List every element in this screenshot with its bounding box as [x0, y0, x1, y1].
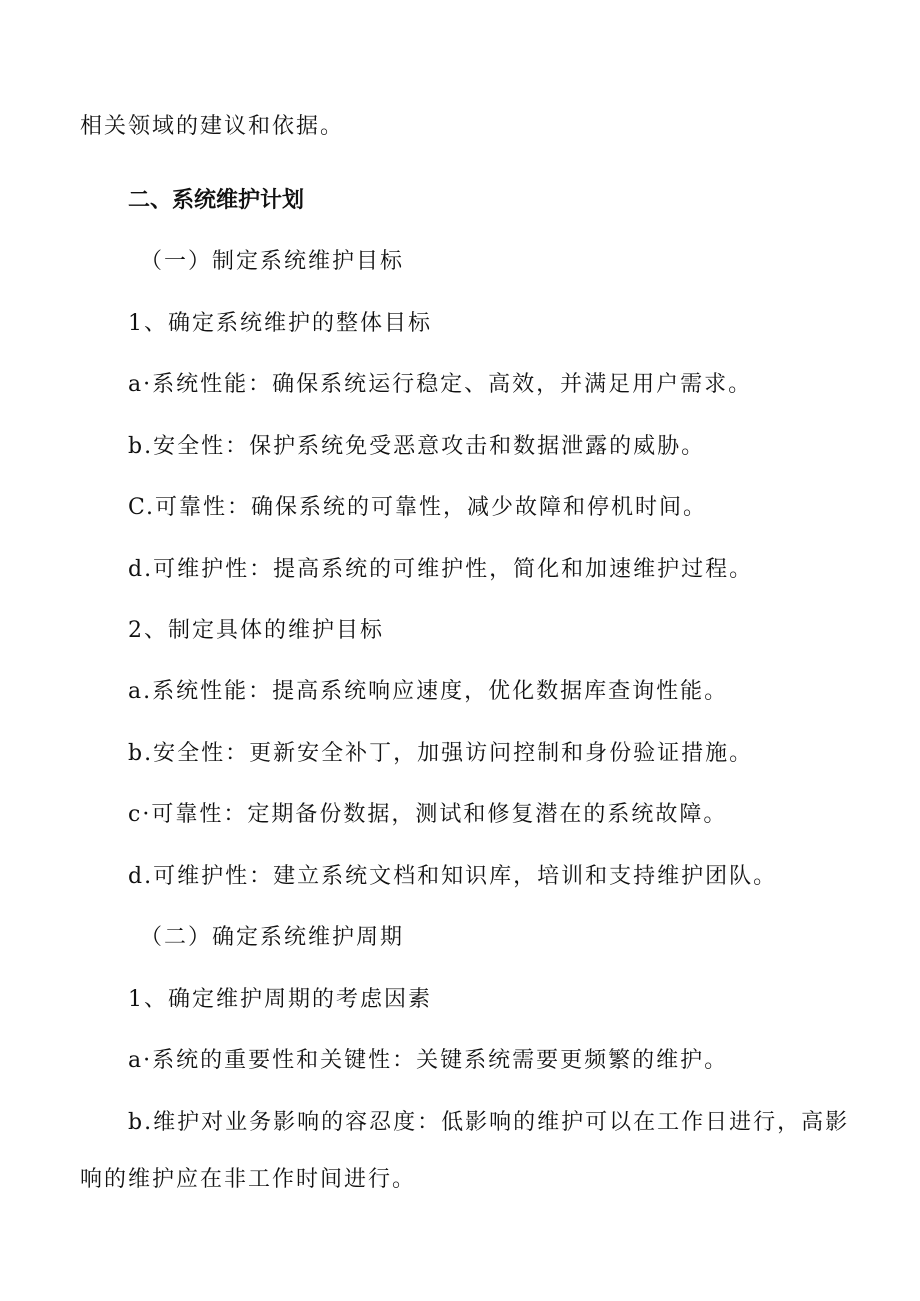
- item-title-1-1: 1、确定系统维护的整体目标: [128, 311, 432, 336]
- list-item: b.安全性：更新安全补丁，加强访问控制和身份验证措施。: [128, 741, 754, 766]
- list-item: C.可靠性：确保系统的可靠性，减少故障和停机时间。: [128, 495, 708, 520]
- list-item: a·系统性能：确保系统运行稳定、高效，并满足用户需求。: [128, 372, 753, 397]
- list-item: d.可维护性：建立系统文档和知识库，培训和支持维护团队。: [128, 864, 778, 889]
- section-title: 二、系统维护计划: [128, 188, 305, 213]
- list-item: d.可维护性：提高系统的可维护性，简化和加速维护过程。: [128, 557, 754, 582]
- list-item-continuation: 响的维护应在非工作时间进行。: [80, 1167, 417, 1192]
- list-item: a·系统的重要性和关键性：关键系统需要更频繁的维护。: [128, 1048, 729, 1073]
- list-item: b.安全性：保护系统免受恶意攻击和数据泄露的威胁。: [128, 434, 706, 459]
- list-item: b.维护对业务影响的容忍度：低影响的维护可以在工作日进行，高影: [128, 1110, 850, 1135]
- item-title-2-1: 1、确定维护周期的考虑因素: [128, 987, 432, 1012]
- list-item: c·可靠性：定期备份数据，测试和修复潜在的系统故障。: [128, 802, 728, 827]
- subsection-title-2: （二）确定系统维护周期: [140, 925, 405, 950]
- subsection-title-1: （一）制定系统维护目标: [140, 249, 405, 274]
- paragraph-continuation: 相关领域的建议和依据。: [80, 114, 345, 139]
- item-title-1-2: 2、制定具体的维护目标: [128, 618, 384, 643]
- list-item: a.系统性能：提高系统响应速度，优化数据库查询性能。: [128, 679, 729, 704]
